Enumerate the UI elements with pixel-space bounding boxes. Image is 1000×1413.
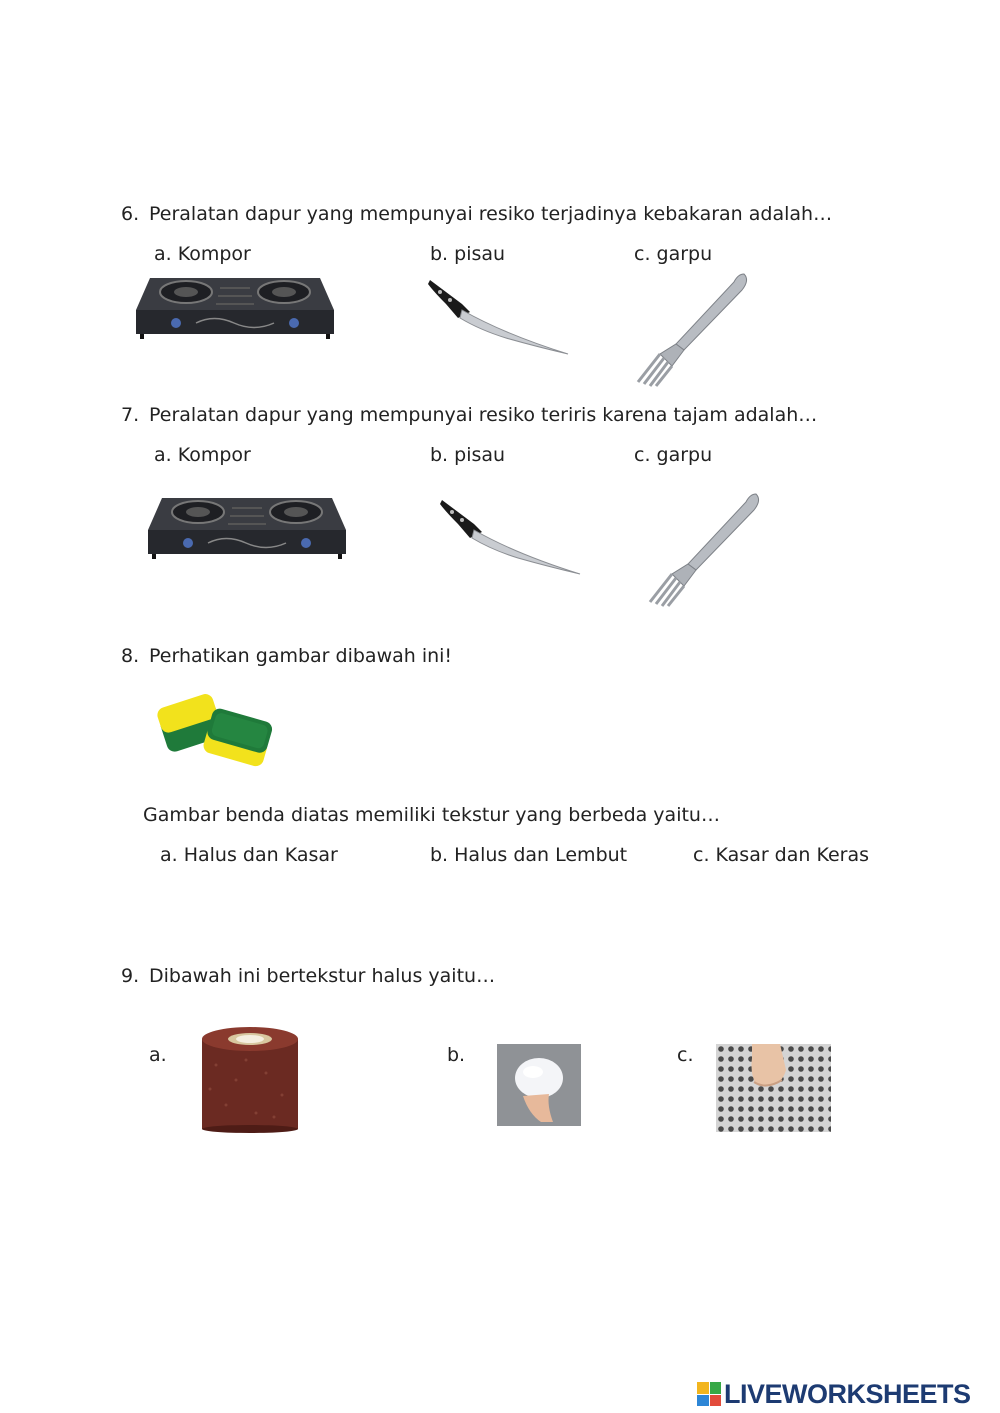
q9-text: Dibawah ini bertekstur halus yaitu… (149, 965, 496, 987)
fork-image (632, 270, 752, 388)
q7-option-a[interactable]: a. Kompor (154, 444, 251, 466)
q7-option-c[interactable]: c. garpu (634, 444, 713, 466)
q9-option-b[interactable]: b. (447, 1044, 466, 1066)
liveworksheets-logo-icon (697, 1382, 721, 1406)
liveworksheets-watermark (697, 1379, 971, 1409)
q8-option-b[interactable]: b. Halus dan Lembut (430, 844, 628, 866)
watermark-text: LIVEWORKSHEETS (724, 1378, 971, 1409)
textured-mat-image (716, 1044, 831, 1132)
q6-option-c[interactable]: c. garpu (634, 243, 713, 265)
q8-option-a[interactable]: a. Halus dan Kasar (160, 844, 338, 866)
q9-option-c[interactable]: c. (677, 1044, 694, 1066)
stove-image (134, 272, 336, 340)
q6-text: Peralatan dapur yang mempunyai resiko terjadinya kebakaran adalah… (149, 203, 833, 225)
q9-option-a[interactable]: a. (149, 1044, 167, 1066)
q7-number: 7. (121, 404, 140, 426)
sponge-image (156, 688, 276, 780)
knife-image (436, 494, 582, 578)
q6-option-a[interactable]: a. Kompor (154, 243, 251, 265)
q6-number: 6. (121, 203, 140, 225)
fork-image (644, 490, 764, 608)
q7-option-b[interactable]: b. pisau (430, 444, 506, 466)
sandpaper-roll-image (196, 1025, 304, 1133)
q9-number: 9. (121, 965, 140, 987)
q8-option-c[interactable]: c. Kasar dan Keras (693, 844, 870, 866)
q8-subtext: Gambar benda diatas memiliki tekstur yang berbeda yaitu… (143, 804, 720, 826)
q8-text: Perhatikan gambar dibawah ini! (149, 645, 453, 667)
q7-text: Peralatan dapur yang mempunyai resiko teriris karena tajam adalah… (149, 404, 818, 426)
q8-number: 8. (121, 645, 140, 667)
knife-image (424, 274, 570, 358)
smooth-stone-image (497, 1044, 581, 1126)
stove-image (146, 492, 348, 560)
q6-option-b[interactable]: b. pisau (430, 243, 506, 265)
